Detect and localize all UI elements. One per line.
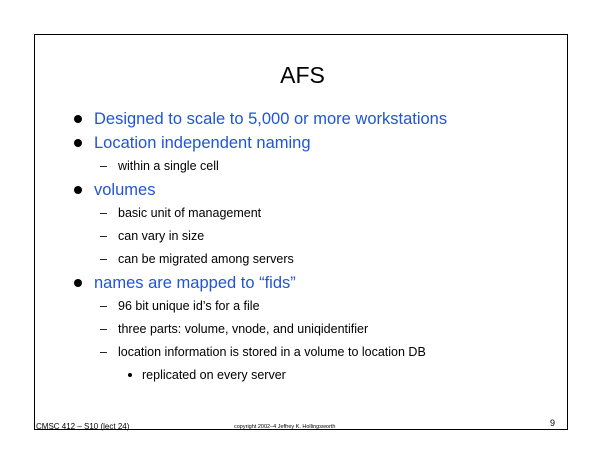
- bullet-text: volumes: [94, 181, 156, 199]
- bullet-text: names are mapped to “fids”: [94, 274, 296, 292]
- dash-icon: –: [100, 206, 107, 220]
- bullet-dot-icon: [74, 115, 82, 123]
- dash-icon: –: [100, 252, 107, 266]
- bullet-text: Location independent naming: [94, 134, 311, 152]
- sub-bullet-item: [74, 248, 554, 271]
- sub-bullet-item: [74, 202, 554, 225]
- bullet-item: [74, 178, 554, 202]
- sub-bullet-text: can be migrated among servers: [118, 252, 294, 266]
- sub-bullet-item: [74, 295, 554, 318]
- dash-icon: –: [100, 345, 107, 359]
- bullet-list: [74, 107, 554, 386]
- sub-sub-bullet-item: [74, 364, 554, 386]
- sub-bullet-item: [74, 225, 554, 248]
- bullet-item: [74, 271, 554, 295]
- dash-icon: –: [100, 159, 107, 173]
- sub-bullet-text: 96 bit unique id’s for a file: [118, 299, 260, 313]
- bullet-item: [74, 131, 554, 155]
- bullet-text: Designed to scale to 5,000 or more workstations: [94, 110, 448, 128]
- sub-bullet-text: within a single cell: [118, 159, 219, 173]
- sub-bullet-text: three parts: volume, vnode, and uniqidentifier: [118, 322, 369, 336]
- sub-bullet-item: [74, 341, 554, 364]
- bullet-item: [74, 107, 554, 131]
- sub-sub-bullet-text: replicated on every server: [142, 368, 286, 382]
- bullet-dot-icon: [74, 186, 82, 194]
- dash-icon: –: [100, 229, 107, 243]
- sub-bullet-item: [74, 318, 554, 341]
- sub-bullet-text: basic unit of management: [118, 206, 262, 220]
- footer-course: CMSC 412 – S10 (lect 24): [36, 422, 130, 431]
- page-number: 9: [550, 418, 556, 428]
- footer-copyright: copyright 2002–4 Jeffrey K. Hollingsworth: [234, 424, 336, 430]
- sub-bullet-text: can vary in size: [118, 229, 205, 243]
- dash-icon: –: [100, 299, 107, 313]
- small-dot-icon: [128, 373, 132, 377]
- slide-title: AFS: [280, 62, 325, 88]
- sub-bullet-item: [74, 155, 554, 178]
- bullet-dot-icon: [74, 279, 82, 287]
- bullet-dot-icon: [74, 139, 82, 147]
- sub-bullet-text: location information is stored in a volume to location DB: [118, 345, 426, 359]
- dash-icon: –: [100, 322, 107, 336]
